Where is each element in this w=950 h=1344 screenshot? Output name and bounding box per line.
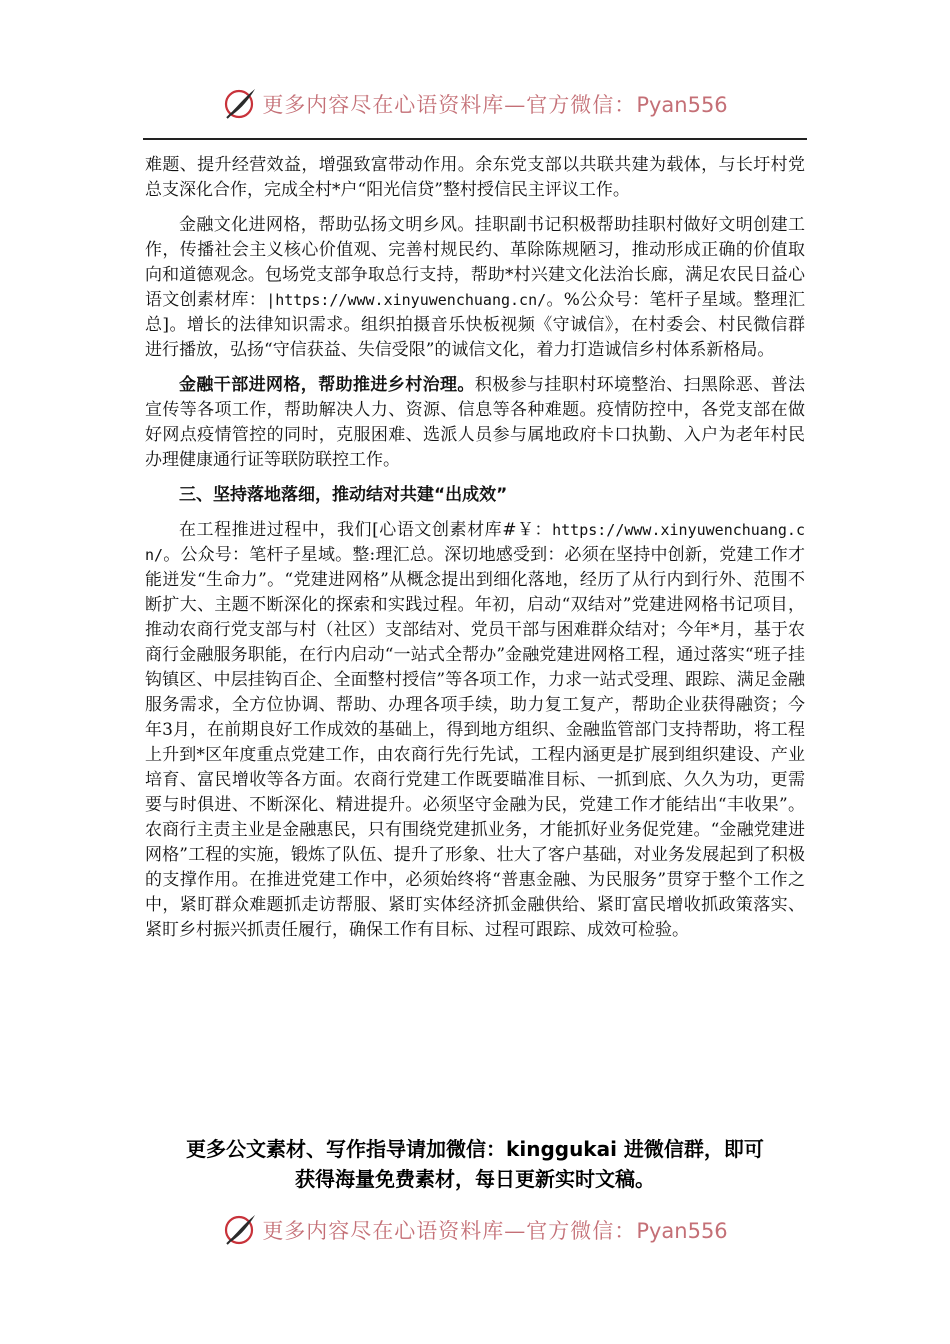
quill-logo-icon bbox=[222, 86, 258, 122]
paragraph-lead-bold: 金融干部进网格，帮助推进乡村治理。 bbox=[179, 375, 475, 395]
promo-line-2: 获得海量免费素材，每日更新实时文稿。 bbox=[295, 1167, 655, 1191]
promo-line-1: 更多公文素材、写作指导请加微信：kinggukai 进微信群，即可 bbox=[186, 1137, 764, 1161]
header-banner bbox=[0, 84, 950, 124]
paragraph-finance-culture: 金融文化进网格，帮助弘扬文明乡风。挂职副书记积极帮助挂职村做好文明创建工作，传播社会主义核心价值观、完善村规民约、革除陈规陋习，推动形成正确的价值取向和道德观念。包场党支部争取总行支持，帮助*村兴建文化法治长廊，满足农民日益心语文创素材库：|https://www.xinyuwenchuang.cn/。%公众号：笔杆子星域。整理汇总]。增长的法律知识需求。组织拍摄音乐快板视频《守诚信》，在村委会、村民微信群进行播放，弘扬“守信获益、失信受限”的诚信文化，着力打造诚信乡村体系新格局。 bbox=[145, 215, 805, 360]
paragraph-1: 难题、提升经营效益，增强致富带动作用。余东党支部以共联共建为载体，与长圩村党总支深化合作，完成全村*户“阳光信贷”整村授信民主评议工作。 bbox=[145, 155, 805, 200]
source-url: |https://www.xinyuwenchuang.cn/ bbox=[266, 291, 547, 309]
promo-notice bbox=[0, 1134, 950, 1194]
footer-banner bbox=[0, 1210, 950, 1250]
paragraph-project: 在工程推进过程中，我们[心语文创素材库#￥：https://www.xinyuwenchuang.cn/。公众号：笔杆子星域。整:理汇总。深切地感受到：必须在坚持中创新，党建工作才能迸发“生命力”。“党建进网格”从概念提出到细化落地，经历了从行内到行外、范围不断扩大、主题不断深化的探索和实践过程。年初，启动“双结对”党建进网格书记项目，推动农商行党支部与村（社区）支部结对、党员干部与困难群众结对；今年*月，基于农商行金融服务职能，在行内启动“一站式全帮办”金融党建进网格工程，通过落实“班子挂钩镇区、中层挂钩百企、全面整村授信”等各项工作，力求一站式受理、跟踪、满足金融服务需求，全方位协调、帮助、办理各项手续，助力复工复产，帮助企业获得融资；今年3月，在前期良好工作成效的基础上，得到地方组织、金融监管部门支持帮助，将工程上升到*区年度重点党建工作，由农商行先行先试，工程内涵更是扩展到组织建设、产业培育、富民增收等各方面。农商行党建工作既要瞄准目标、一抓到底、久久为功，更需要与时俱进、不断深化、精进提升。必须坚守金融为民，党建工作才能结出“丰收果”。农商行主责主业是金融惠民，只有围绕党建抓业务，才能抓好业务促党建。“金融党建进网格”工程的实施，锻炼了队伍、提升了形象、壮大了客户基础，对业务发展起到了积极的支撑作用。在推进党建工作中，必须始终将“普惠金融、为民服务”贯穿于整个工作之中，紧盯群众难题抓走访帮服、紧盯实体经济抓金融供给、紧盯富民增收抓政策落实、紧盯乡村振兴抓责任履行，确保工作有目标、过程可跟踪、成效可检验。 bbox=[145, 520, 805, 940]
header-divider bbox=[143, 138, 807, 140]
wechat-id: Pyan556 bbox=[636, 1219, 728, 1243]
wechat-id: Pyan556 bbox=[636, 93, 728, 117]
section-heading-3: 三、坚持落地落细，推动结对共建“出成效” bbox=[179, 485, 508, 505]
banner-text: 更多内容尽在心语资料库—官方微信：Pyan556 bbox=[262, 1219, 728, 1243]
document-body bbox=[145, 153, 805, 953]
banner-text: 更多内容尽在心语资料库—官方微信：Pyan556 bbox=[262, 93, 728, 117]
paragraph-finance-cadres: 金融干部进网格，帮助推进乡村治理。积极参与挂职村环境整治、扫黑除恶、普法宣传等各项工作，帮助解决人力、资源、信息等各种难题。疫情防控中，各党支部在做好网点疫情管控的同时，克服困难、选派人员参与属地政府卡口执勤、入户为老年村民办理健康通行证等联防联控工作。 bbox=[145, 375, 806, 470]
source-url: https://www.xinyuwenchuang.cn/ bbox=[145, 521, 805, 564]
quill-logo-icon bbox=[222, 1212, 258, 1248]
